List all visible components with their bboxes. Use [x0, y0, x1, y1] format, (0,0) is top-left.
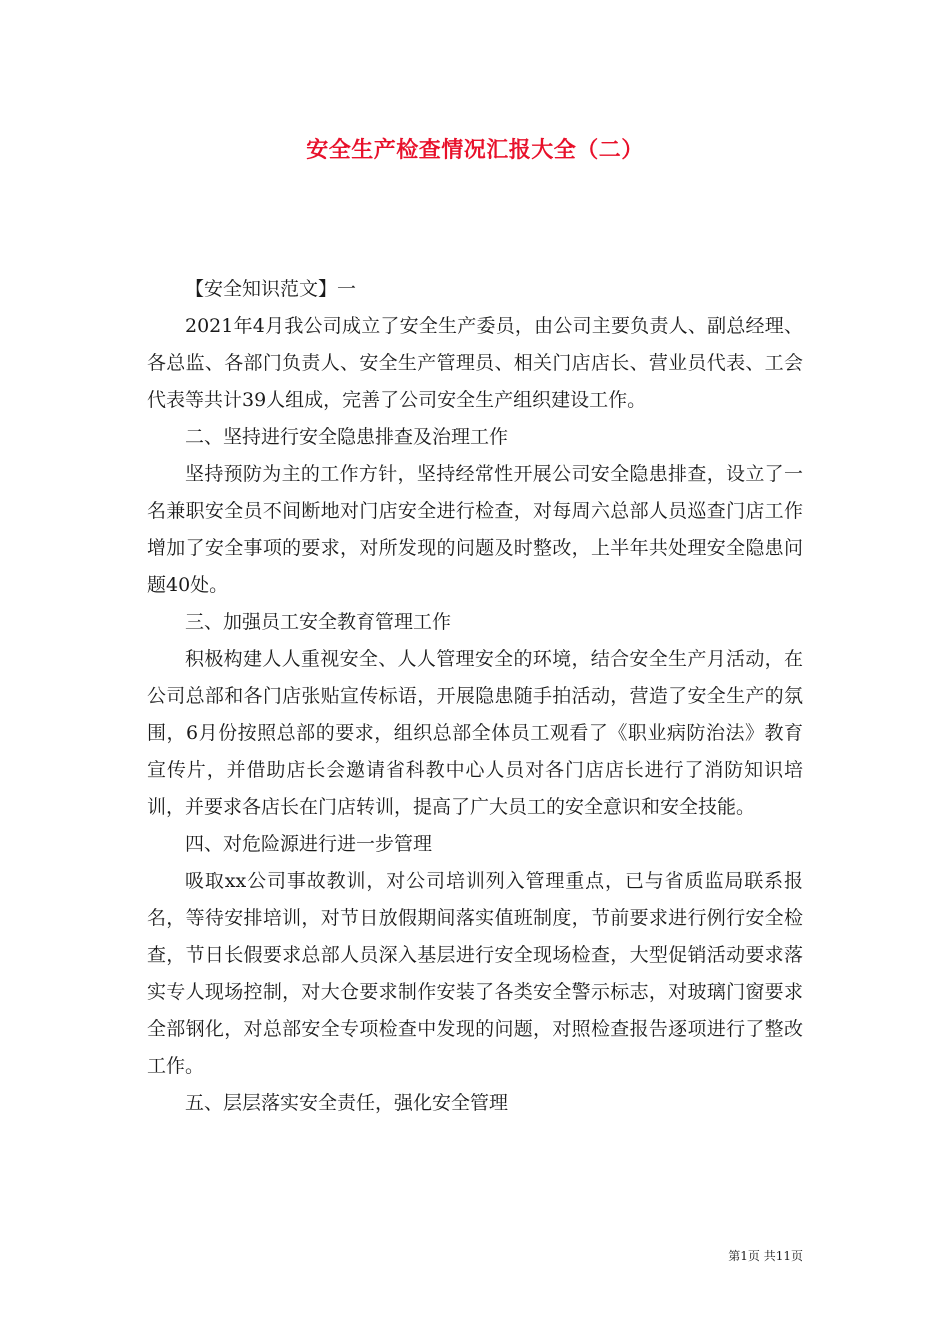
page-number-current: 1	[740, 1249, 748, 1263]
page-number-middle: 页 共	[747, 1249, 776, 1263]
paragraph-hazard-management: 吸取xx公司事故教训，对公司培训列入管理重点，已与省质监局联系报名，等待安排培训，对节日放假期间落实值班制度，节前要求进行例行安全检查，节日长假要求总部人员深入基层进行安全现场检查，大型促销活动要求落实专人现场控制，对大仓要求制作安装了各类安全警示标志，对玻璃门窗要求全部钢化，对总部安全专项检查中发现的问题，对照检查报告逐项进行了整改工作。	[147, 870, 803, 1077]
page-number-prefix: 第	[728, 1249, 741, 1263]
paragraph-committee: 2021年4月我公司成立了安全生产委员，由公司主要负责人、副总经理、各总监、各部门负责人、安全生产管理员、相关门店店长、营业员代表、工会代表等共计39人组成，完善了公司安全生产组织建设工作。	[147, 315, 803, 411]
section-heading-2: 二、坚持进行安全隐患排查及治理工作	[185, 426, 509, 448]
paragraph-heading-intro: 【安全知识范文】一	[185, 278, 357, 300]
paragraph-safety-education: 积极构建人人重视安全、人人管理安全的环境，结合安全生产月活动，在公司总部和各门店张贴宣传标语，开展隐患随手拍活动，营造了安全生产的氛围，6月份按照总部的要求，组织总部全体员工观看了《职业病防治法》教育宣传片，并借助店长会邀请省科教中心人员对各门店店长进行了消防知识培训，并要求各店长在门店转训，提高了广大员工的安全意识和安全技能。	[147, 648, 803, 818]
section-heading-3: 三、加强员工安全教育管理工作	[185, 611, 452, 633]
section-heading-4: 四、对危险源进行进一步管理	[185, 833, 433, 855]
paragraph-hazard-inspection: 坚持预防为主的工作方针，坚持经常性开展公司安全隐患排查，设立了一名兼职安全员不间断地对门店安全进行检查，对每周六总部人员巡查门店工作增加了安全事项的要求，对所发现的问题及时整改，上半年共处理安全隐患问题40处。	[147, 463, 803, 596]
section-heading-5: 五、层层落实安全责任，强化安全管理	[185, 1092, 509, 1114]
page-number	[728, 1247, 803, 1264]
page-number-total: 11	[775, 1249, 791, 1263]
page-number-suffix: 页	[790, 1249, 803, 1263]
document-title: 安全生产检查情况汇报大全（二）	[306, 137, 644, 163]
document-body	[147, 271, 803, 1122]
